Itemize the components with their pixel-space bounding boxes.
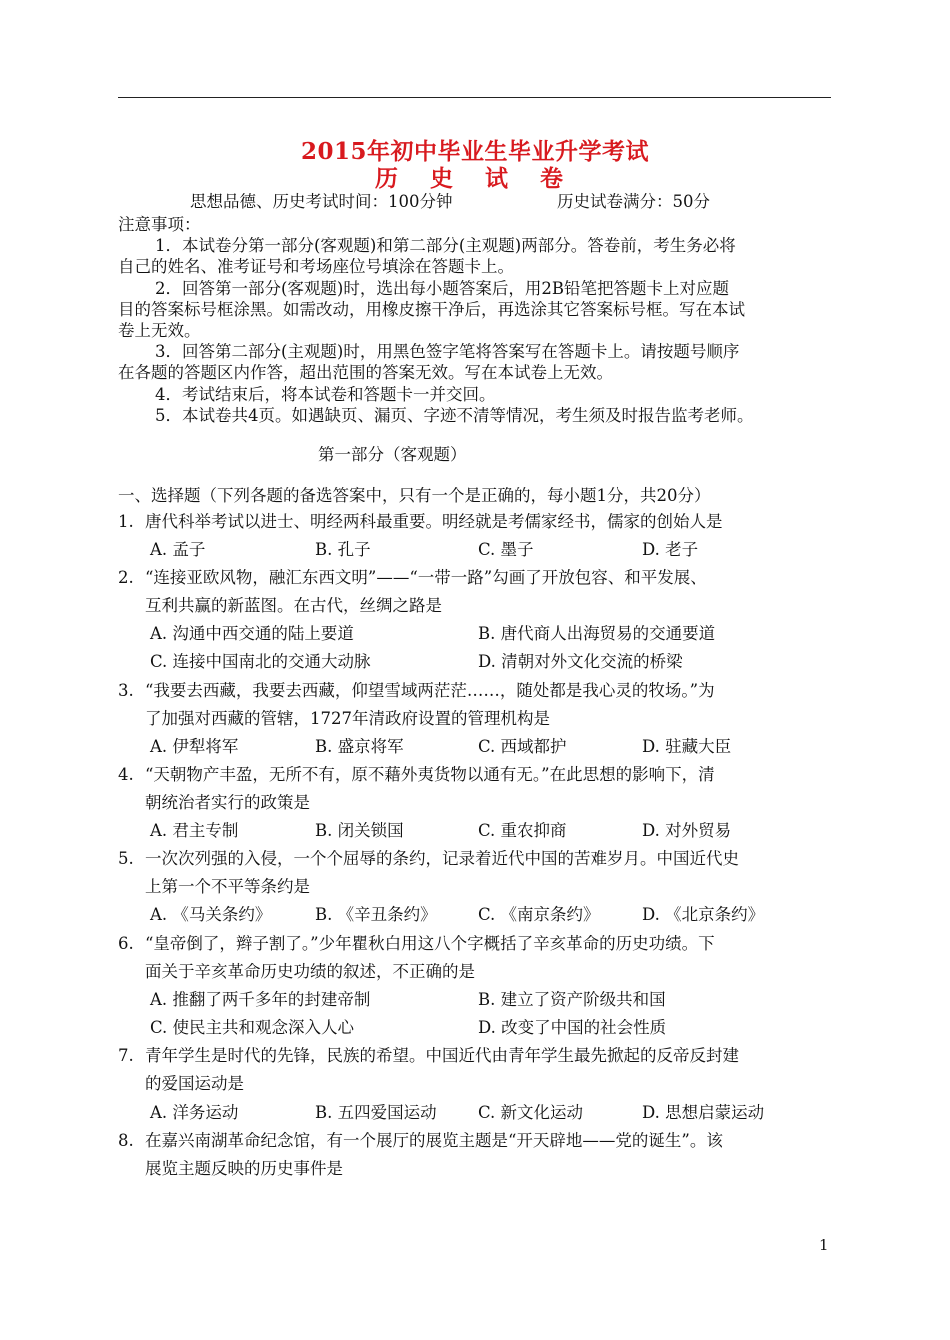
question-text: 青年学生是时代的先锋，民族的希望。中国近代由青年学生最先掀起的反帝反封建 (145, 1046, 739, 1065)
page-number: 1 (819, 1236, 829, 1254)
exam-title: 2015年初中毕业生毕业升学考试 (300, 138, 649, 165)
notice-line: 在各题的答题区内作答，超出范围的答案无效。写在本试卷上无效。 (118, 363, 613, 382)
option-c: C. 西域都护 (478, 737, 567, 756)
question-number: 8. (118, 1131, 134, 1150)
notice-line: 2．回答第一部分(客观题)时，选出每小题答案后，用2B铅笔把答题卡上对应题 (155, 279, 729, 298)
option-d: D. 改变了中国的社会性质 (478, 1018, 667, 1037)
question-text: 面关于辛亥革命历史功绩的叙述，不正确的是 (145, 962, 475, 981)
question-number: 3. (118, 681, 134, 700)
option-a: A. 《马关条约》 (150, 905, 272, 924)
question-text: 朝统治者实行的政策是 (145, 793, 310, 812)
option-a: A. 孟子 (150, 540, 206, 559)
option-b: B. 五四爱国运动 (315, 1103, 437, 1122)
question-number: 4. (118, 765, 134, 784)
question-text: 互利共赢的新蓝图。在古代，丝绸之路是 (145, 596, 442, 615)
option-d: D. 驻藏大臣 (642, 737, 732, 756)
option-a: A. 沟通中西交通的陆上要道 (150, 624, 354, 643)
option-a: A. 伊犁将军 (150, 737, 239, 756)
question-number: 7. (118, 1046, 134, 1065)
notice-line: 卷上无效。 (118, 321, 201, 340)
option-b: B. 建立了资产阶级共和国 (478, 990, 666, 1009)
question-text: 上第一个不平等条约是 (145, 877, 310, 896)
option-d: D. 对外贸易 (642, 821, 732, 840)
option-b: B. 孔子 (315, 540, 371, 559)
section-title: 一、选择题（下列各题的备选答案中，只有一个是正确的，每小题1分，共20分） (118, 486, 711, 505)
option-b: B. 盛京将军 (315, 737, 404, 756)
question-text: 了加强对西藏的管辖，1727年清政府设置的管理机构是 (145, 709, 550, 728)
part-title: 第一部分（客观题） (318, 445, 467, 464)
option-c: C. 使民主共和观念深入人心 (150, 1018, 355, 1037)
option-c: C. 《南京条约》 (478, 905, 600, 924)
notice-line: 自己的姓名、准考证号和考场座位号填涂在答题卡上。 (118, 257, 514, 276)
option-d: D. 清朝对外文化交流的桥梁 (478, 652, 683, 671)
question-text: 唐代科举考试以进士、明经两科最重要。明经就是考儒家经书，儒家的创始人是 (145, 512, 723, 531)
notice-heading: 注意事项： (118, 215, 201, 234)
question-text: 在嘉兴南湖革命纪念馆，有一个展厅的展览主题是“开天辟地——党的诞生”。该 (145, 1131, 723, 1150)
option-a: A. 推翻了两千多年的封建帝制 (150, 990, 371, 1009)
header-rule (118, 97, 831, 98)
question-number: 5. (118, 849, 134, 868)
option-a: A. 君主专制 (150, 821, 239, 840)
question-text: 的爱国运动是 (145, 1074, 244, 1093)
exam-score-info: 历史试卷满分：50分 (557, 192, 710, 211)
option-d: D. 《北京条约》 (642, 905, 765, 924)
question-number: 2. (118, 568, 134, 587)
option-b: B. 《辛丑条约》 (315, 905, 437, 924)
exam-subject: 历 史 试 卷 (374, 165, 576, 192)
option-a: A. 洋务运动 (150, 1103, 239, 1122)
notice-line: 4．考试结束后，将本试卷和答题卡一并交回。 (155, 385, 496, 404)
option-b: B. 唐代商人出海贸易的交通要道 (478, 624, 716, 643)
question-text: “皇帝倒了，辫子割了。”少年瞿秋白用这八个字概括了辛亥革命的历史功绩。下 (145, 934, 715, 953)
notice-line: 3．回答第二部分(主观题)时，用黑色签字笔将答案写在答题卡上。请按题号顺序 (155, 342, 740, 361)
question-text: 一次次列强的入侵，一个个屈辱的条约，记录着近代中国的苦难岁月。中国近代史 (145, 849, 739, 868)
notice-line: 5．本试卷共4页。如遇缺页、漏页、字迹不清等情况，考生须及时报告监考老师。 (155, 406, 754, 425)
option-b: B. 闭关锁国 (315, 821, 404, 840)
question-text: “天朝物产丰盈，无所不有，原不藉外夷货物以通有无。”在此思想的影响下，清 (145, 765, 715, 784)
option-c: C. 连接中国南北的交通大动脉 (150, 652, 371, 671)
exam-time-info: 思想品德、历史考试时间：100分钟 (190, 192, 453, 211)
notice-line: 目的答案标号框涂黑。如需改动，用橡皮擦干净后，再选涂其它答案标号框。写在本试 (118, 300, 745, 319)
option-c: C. 新文化运动 (478, 1103, 584, 1122)
option-d: D. 老子 (642, 540, 699, 559)
question-number: 6. (118, 934, 134, 953)
question-text: 展览主题反映的历史事件是 (145, 1159, 343, 1178)
option-c: C. 墨子 (478, 540, 534, 559)
question-number: 1. (118, 512, 134, 531)
option-c: C. 重农抑商 (478, 821, 567, 840)
question-text: “我要去西藏，我要去西藏，仰望雪域两茫茫……，随处都是我心灵的牧场。”为 (145, 681, 715, 700)
notice-line: 1．本试卷分第一部分(客观题)和第二部分(主观题)两部分。答卷前，考生务必将 (155, 236, 736, 255)
question-text: “连接亚欧风物，融汇东西文明”——“一带一路”勾画了开放包容、和平发展、 (145, 568, 707, 587)
option-d: D. 思想启蒙运动 (642, 1103, 765, 1122)
